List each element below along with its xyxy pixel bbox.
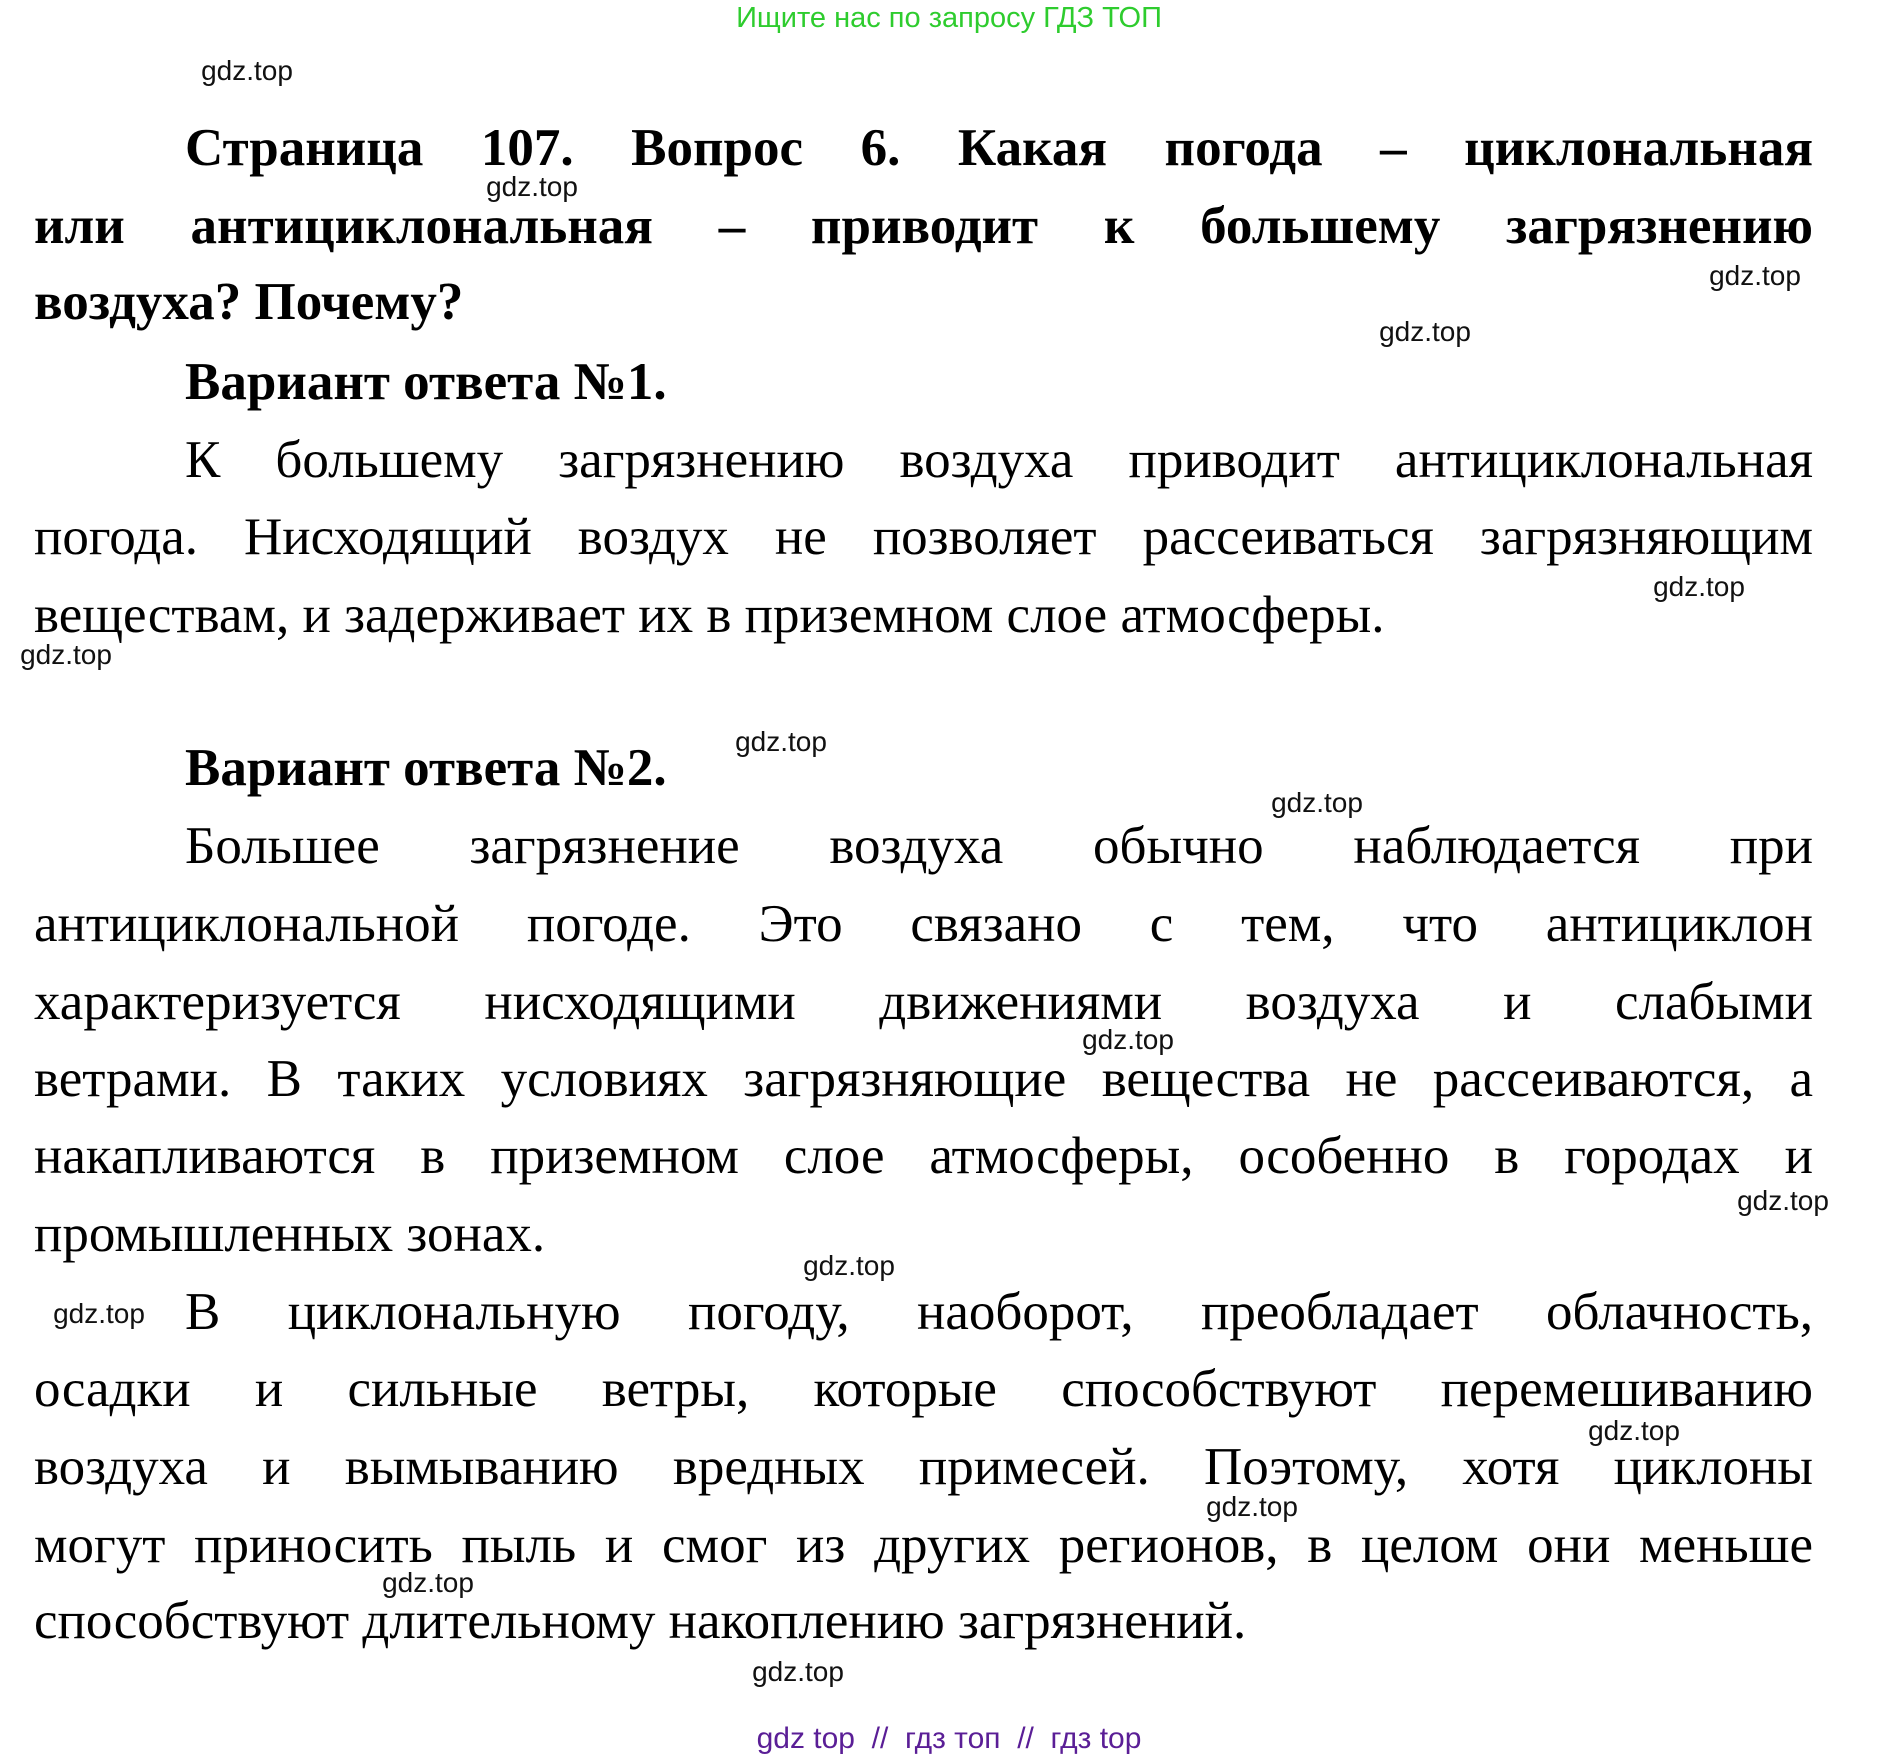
watermark: gdz.top: [201, 55, 293, 86]
answer2-line: осадки и сильные ветры, которые способствуют перемешиванию: [34, 1360, 1813, 1418]
watermark: gdz.top: [1082, 1024, 1174, 1055]
answer2-line: накапливаются в приземном слое атмосферы, особенно в городах и: [34, 1127, 1813, 1185]
answer2-line: способствуют длительному накоплению загрязнений.: [34, 1592, 1247, 1650]
answer2-line: Большее загрязнение воздуха обычно наблюдается при: [185, 817, 1813, 875]
watermark: gdz.top: [752, 1656, 844, 1687]
answer2-line: промышленных зонах.: [34, 1205, 546, 1263]
answer1-line: веществам, и задерживает их в приземном слое атмосферы.: [34, 586, 1385, 644]
answer1-line: К большему загрязнению воздуха приводит антициклональная: [185, 431, 1813, 489]
watermark: gdz.top: [1206, 1491, 1298, 1522]
watermark: gdz.top: [1588, 1415, 1680, 1446]
question-line: Страница 107. Вопрос 6. Какая погода – циклональная: [185, 119, 1813, 177]
answer2-line: В циклональную погоду, наоборот, преобладает облачность,: [185, 1283, 1813, 1341]
answer1-line: погода. Нисходящий воздух не позволяет рассеиваться загрязняющим: [34, 508, 1813, 566]
watermark: gdz.top: [20, 639, 112, 670]
answer2-line: антициклональной погоде. Это связано с тем, что антициклон: [34, 895, 1813, 953]
watermark: gdz.top: [803, 1250, 895, 1281]
answer2-title: Вариант ответа №2.: [185, 739, 667, 797]
watermark: gdz.top: [735, 726, 827, 757]
answer2-line: ветрами. В таких условиях загрязняющие вещества не рассеиваются, а: [34, 1050, 1813, 1108]
watermark: gdz.top: [1653, 571, 1745, 602]
watermark: gdz.top: [1379, 316, 1471, 347]
question-line: или антициклональная – приводит к большему загрязнению: [34, 197, 1813, 255]
question-line: воздуха? Почему?: [34, 273, 464, 331]
answer1-title: Вариант ответа №1.: [185, 353, 667, 411]
top-banner: Ищите нас по запросу ГДЗ ТОП: [736, 2, 1162, 34]
watermark: gdz.top: [1271, 787, 1363, 818]
watermark: gdz.top: [382, 1567, 474, 1598]
watermark: gdz.top: [486, 171, 578, 202]
answer2-line: характеризуется нисходящими движениями воздуха и слабыми: [34, 973, 1813, 1031]
answer2-line: могут приносить пыль и смог из других регионов, в целом они меньше: [34, 1516, 1813, 1574]
watermark: gdz.top: [53, 1298, 145, 1329]
bottom-banner: gdz top // гдз топ // гдз top: [756, 1722, 1142, 1755]
answer2-line: воздуха и вымыванию вредных примесей. Поэтому, хотя циклоны: [34, 1438, 1813, 1496]
watermark: gdz.top: [1737, 1185, 1829, 1216]
watermark: gdz.top: [1709, 260, 1801, 291]
